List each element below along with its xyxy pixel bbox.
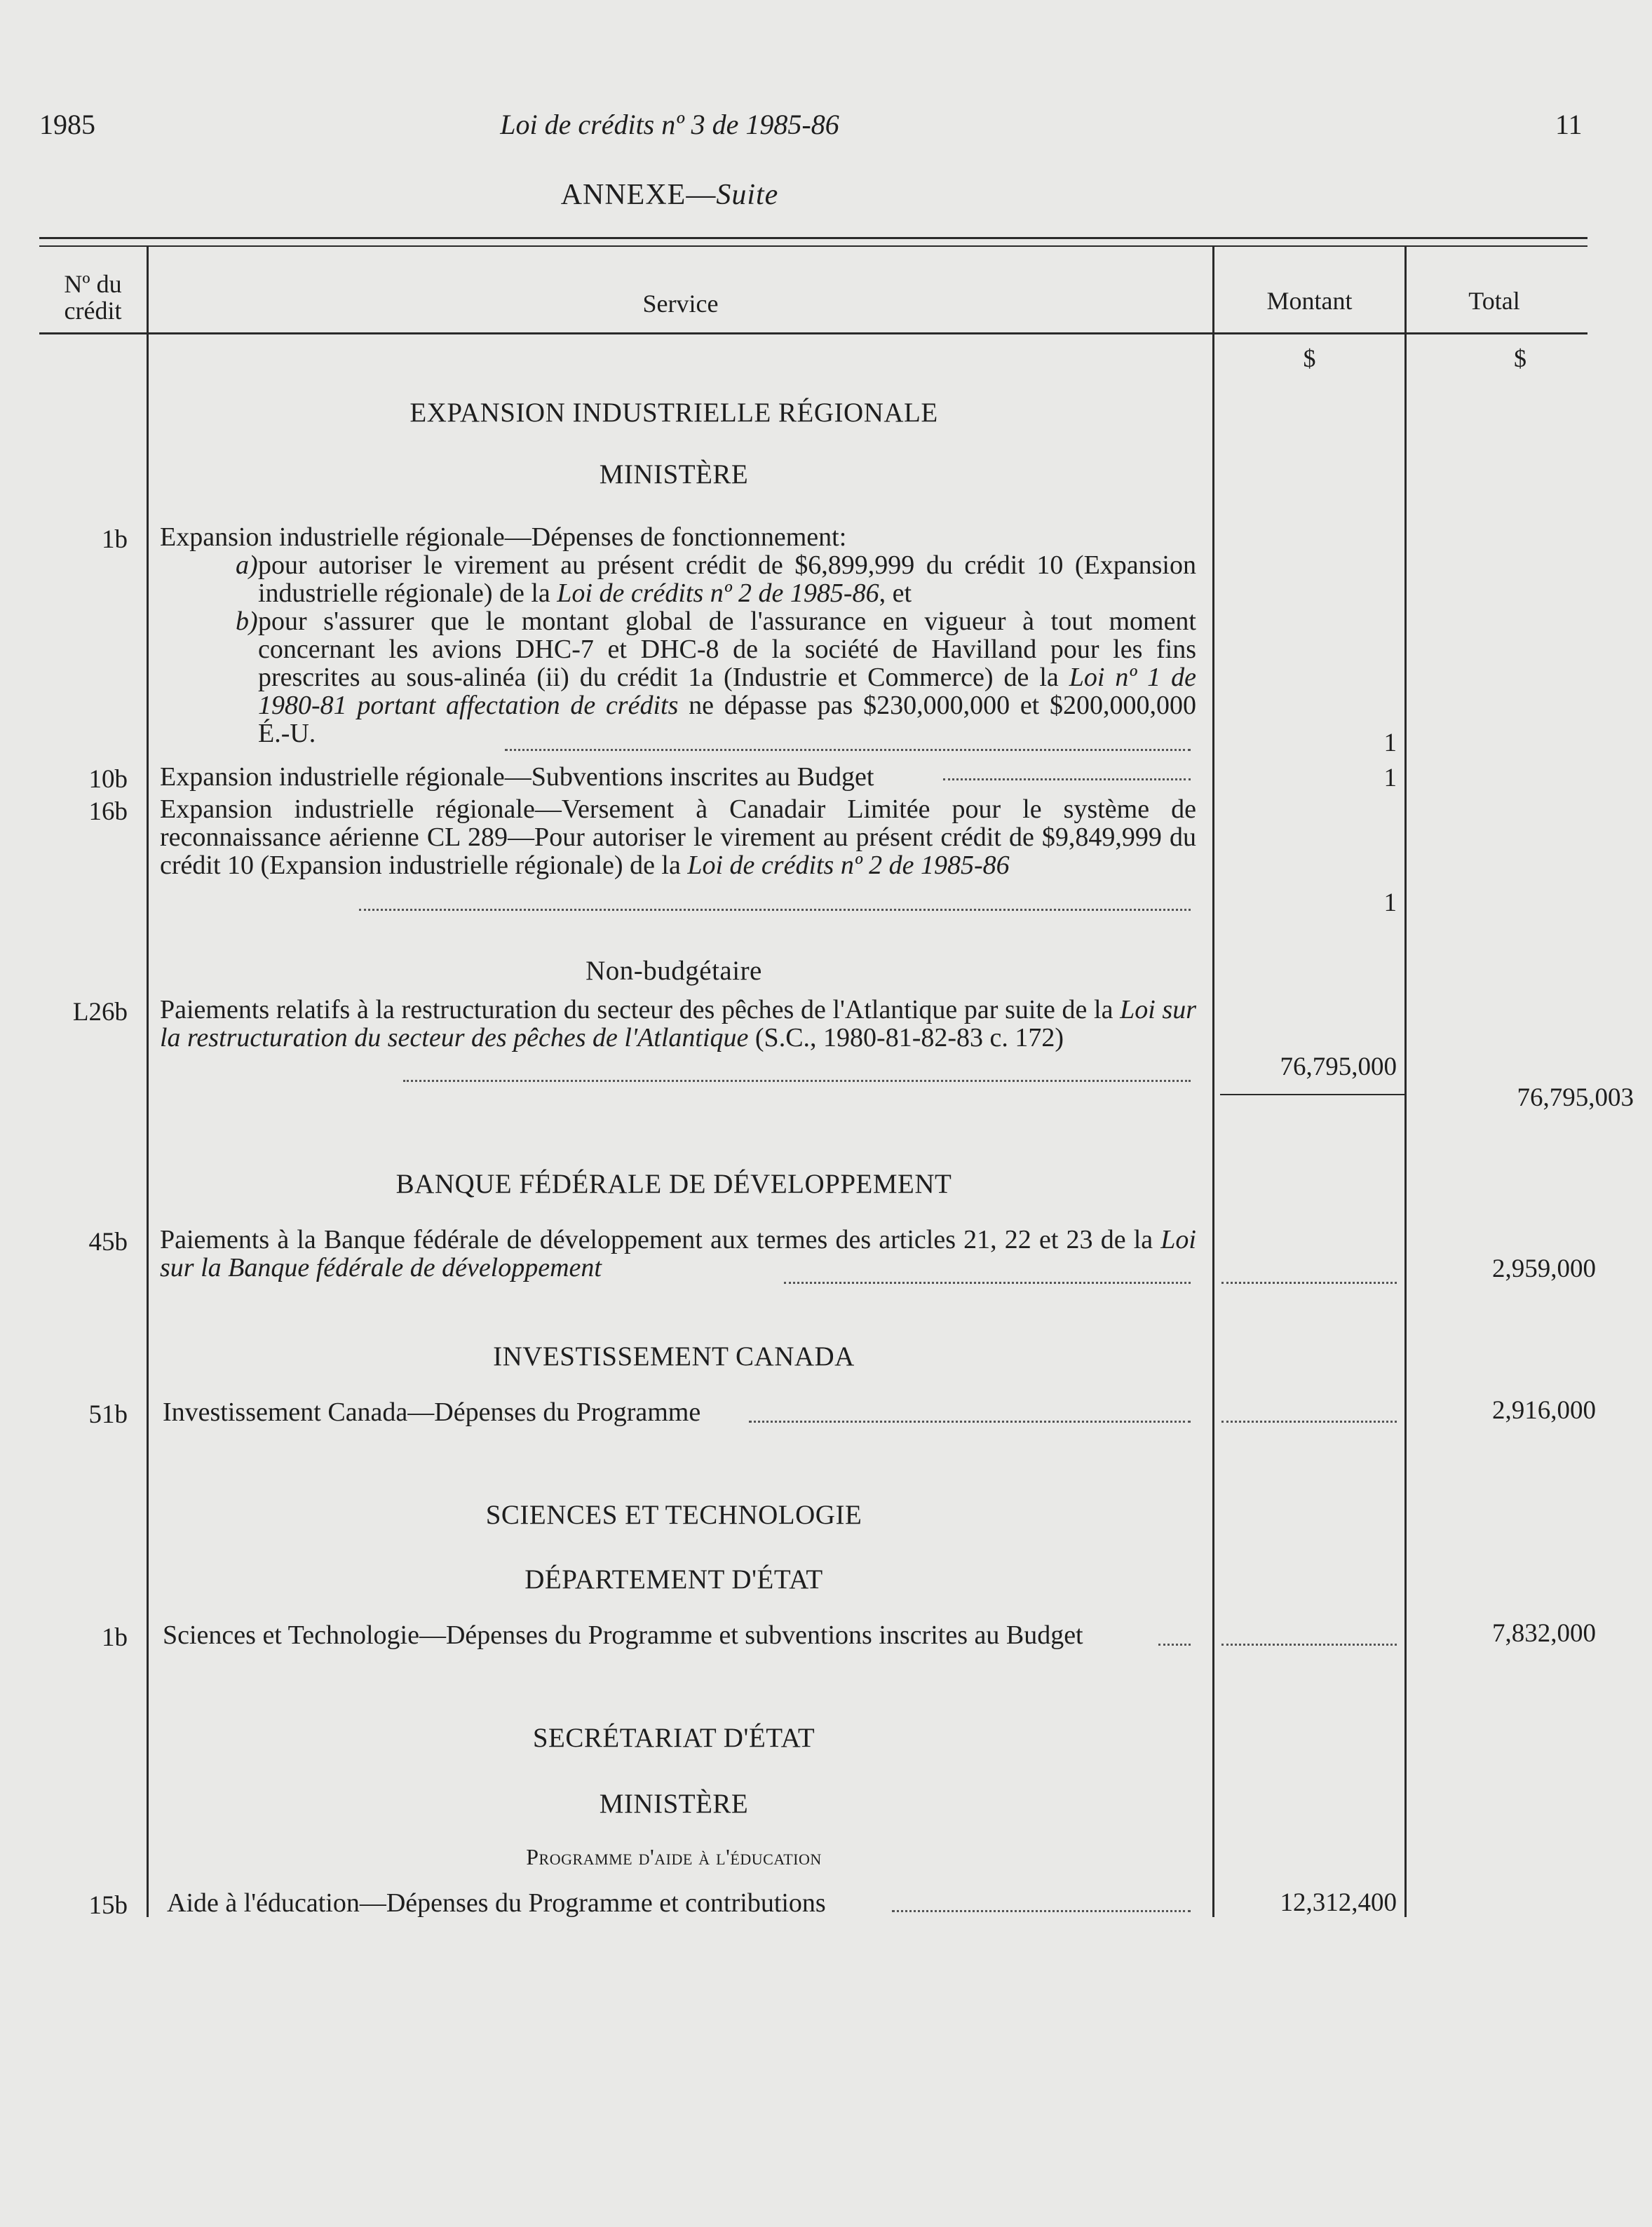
column-header-vote: Nº du crédit	[64, 270, 122, 325]
section-title-drie: EXPANSION INDUSTRIELLE RÉGIONALE	[409, 398, 938, 428]
total-invest: 2,916,000	[1492, 1396, 1596, 1425]
leader-dots	[505, 749, 1191, 751]
total-drie: 76,795,003	[1517, 1083, 1634, 1112]
header-title: Loi de crédits nº 3 de 1985-86	[500, 109, 839, 140]
currency-amount: $	[1303, 344, 1316, 372]
section-title-secstate: SECRÉTARIAT D'ÉTAT	[532, 1723, 815, 1753]
vote-number: 10b	[88, 765, 128, 794]
vote-number: 51b	[88, 1400, 128, 1429]
leader-dots	[359, 909, 1191, 911]
vote-number: 1b	[102, 1623, 128, 1652]
leader-dots	[403, 1080, 1191, 1082]
clause-a-text: pour autoriser le virement au présent crédit de $6,899,999 du crédit 10 (Expansion industrielle régionale) de la Loi de crédits nº 2 de 1985-86, et	[258, 550, 1196, 608]
amount-v1b: 1	[1383, 729, 1397, 757]
vote-number: 15b	[88, 1891, 128, 1920]
section-title-science: SCIENCES ET TECHNOLOGIE	[485, 1500, 862, 1530]
subtotal-rule	[1220, 1094, 1404, 1095]
currency-total: $	[1514, 344, 1526, 372]
service-description-v16b: Expansion industrielle régionale—Versement à Canadair Limitée pour le système de reconnaissance aérienne CL 289—Pour autoriser le virement au présent crédit de $9,849,999 du crédit 10 (Expansion industrielle régionale) de la Loi de crédits nº 2 de 1985-86	[160, 794, 1196, 880]
service-description-v1b-science: Sciences et Technologie—Dépenses du Programme et subventions inscrites au Budget	[163, 1620, 1083, 1650]
column-header-rule	[39, 332, 1587, 334]
table-top-rule-1	[39, 237, 1587, 239]
service-description-v45b: Paiements à la Banque fédérale de développement aux termes des articles 21, 22 et 23 de la Loi sur la Banque fédérale de développement	[160, 1225, 1196, 1282]
page-number: 11	[1555, 109, 1583, 140]
program-subheading: Programme d'aide à l'éducation	[526, 1844, 822, 1869]
annex-heading: ANNEXE—Suite	[560, 179, 779, 211]
total-fbdb: 2,959,000	[1492, 1254, 1596, 1283]
vote-number: 1b	[102, 525, 128, 554]
service-description-v15b: Aide à l'éducation—Dépenses du Programme et contributions	[167, 1888, 826, 1918]
amount-v10b: 1	[1383, 764, 1397, 792]
vote-number: L26b	[72, 998, 128, 1027]
total-science: 7,832,000	[1492, 1619, 1596, 1648]
section-title-fbdb: BANQUE FÉDÉRALE DE DÉVELOPPEMENT	[395, 1169, 952, 1199]
clause-b-label: b)	[236, 607, 258, 636]
vote-number: 45b	[88, 1228, 128, 1257]
amount-column-divider-left	[1212, 247, 1214, 1917]
section-subtitle-non-budgetary: Non-budgétaire	[585, 956, 762, 986]
leader-dots	[1221, 1644, 1397, 1646]
amount-vL26b: 76,795,000	[1280, 1052, 1397, 1081]
vote-number: 16b	[88, 797, 128, 826]
leader-dots	[1221, 1421, 1397, 1423]
clause-b-text: pour s'assurer que le montant global de l'assurance en vigueur à tout moment concernant les avions DHC-7 et DHC-8 de la société de Havilland pour les fins prescrites au sous-alinéa (ii) du crédit 1a (Industrie et Commerce) de la Loi nº 1 de 1980-81 portant affectation de crédits ne dépasse pas $230,000,000 et $200,000,000 É.-U.	[258, 607, 1197, 748]
header-year: 1985	[39, 109, 95, 140]
leader-dots	[892, 1910, 1191, 1912]
column-header-total: Total	[1468, 287, 1520, 315]
leader-dots	[784, 1282, 1191, 1284]
leader-dots	[1158, 1644, 1191, 1646]
section-subtitle-science: DÉPARTEMENT D'ÉTAT	[524, 1564, 823, 1595]
leader-dots	[749, 1421, 1191, 1423]
vote-column-divider	[147, 247, 149, 1917]
service-description-vL26b: Paiements relatifs à la restructuration du secteur des pêches de l'Atlantique par suite de la Loi sur la restructuration du secteur des pêches de l'Atlantique (S.C., 1980-81-82-83 c. 172)	[160, 995, 1196, 1052]
section-title-invest: INVESTISSEMENT CANADA	[493, 1341, 855, 1372]
clause-a-label: a)	[236, 550, 258, 580]
section-subtitle-drie: MINISTÈRE	[599, 459, 749, 489]
column-header-amount: Montant	[1266, 287, 1353, 315]
leader-dots	[1221, 1282, 1397, 1284]
service-description-v1b: Expansion industrielle régionale—Dépenses de fonctionnement:	[160, 522, 847, 552]
service-description-v10b: Expansion industrielle régionale—Subventions inscrites au Budget	[160, 762, 874, 792]
column-header-service: Service	[642, 290, 719, 318]
table-top-rule-2	[39, 245, 1587, 247]
section-subtitle-secstate: MINISTÈRE	[599, 1789, 749, 1819]
amount-column-divider-right	[1404, 247, 1407, 1917]
service-description-v51b: Investissement Canada—Dépenses du Programme	[163, 1397, 701, 1427]
amount-v15b: 12,312,400	[1280, 1888, 1397, 1917]
leader-dots	[943, 778, 1191, 780]
amount-v16b: 1	[1383, 888, 1397, 917]
